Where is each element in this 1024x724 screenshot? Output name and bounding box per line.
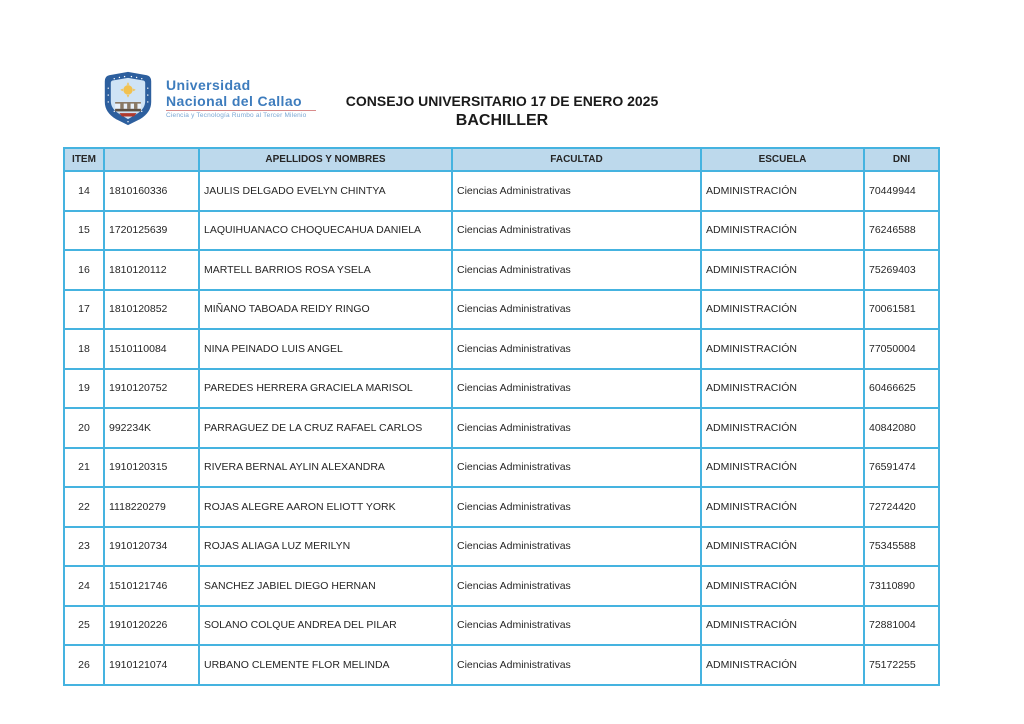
cell-dni: 72724420	[864, 487, 939, 527]
cell-dni: 60466625	[864, 369, 939, 409]
cell-code: 1118220279	[104, 487, 199, 527]
cell-name: LAQUIHUANACO CHOQUECAHUA DANIELA	[199, 211, 452, 251]
cell-code: 1810120852	[104, 290, 199, 330]
cell-name: ROJAS ALIAGA LUZ MERILYN	[199, 527, 452, 567]
cell-code: 1810160336	[104, 171, 199, 211]
cell-school: ADMINISTRACIÓN	[701, 527, 864, 567]
cell-school: ADMINISTRACIÓN	[701, 645, 864, 685]
cell-faculty: Ciencias Administrativas	[452, 527, 701, 567]
cell-faculty: Ciencias Administrativas	[452, 606, 701, 646]
table-row	[64, 211, 939, 251]
cell-dni: 76246588	[864, 211, 939, 251]
cell-code: 1910120752	[104, 369, 199, 409]
cell-name: RIVERA BERNAL AYLIN ALEXANDRA	[199, 448, 452, 488]
cell-code: 1510110084	[104, 329, 199, 369]
cell-faculty: Ciencias Administrativas	[452, 369, 701, 409]
cell-school: ADMINISTRACIÓN	[701, 408, 864, 448]
table-row	[64, 408, 939, 448]
col-header-faculty: FACULTAD	[452, 148, 701, 171]
cell-dni: 76591474	[864, 448, 939, 488]
cell-faculty: Ciencias Administrativas	[452, 250, 701, 290]
cell-faculty: Ciencias Administrativas	[452, 645, 701, 685]
cell-faculty: Ciencias Administrativas	[452, 566, 701, 606]
cell-item: 17	[64, 290, 104, 330]
cell-name: JAULIS DELGADO EVELYN CHINTYA	[199, 171, 452, 211]
cell-name: MARTELL BARRIOS ROSA YSELA	[199, 250, 452, 290]
table-row	[64, 645, 939, 685]
cell-faculty: Ciencias Administrativas	[452, 171, 701, 211]
cell-dni: 70061581	[864, 290, 939, 330]
cell-dni: 75345588	[864, 527, 939, 567]
cell-item: 22	[64, 487, 104, 527]
cell-school: ADMINISTRACIÓN	[701, 211, 864, 251]
cell-name: SOLANO COLQUE ANDREA DEL PILAR	[199, 606, 452, 646]
cell-school: ADMINISTRACIÓN	[701, 171, 864, 211]
table-row	[64, 250, 939, 290]
table-row	[64, 329, 939, 369]
cell-item: 21	[64, 448, 104, 488]
table-header-row	[64, 148, 939, 171]
university-name-line1: Universidad	[166, 77, 251, 93]
col-header-school: ESCUELA	[701, 148, 864, 171]
cell-code: 1910120315	[104, 448, 199, 488]
cell-school: ADMINISTRACIÓN	[701, 566, 864, 606]
cell-item: 20	[64, 408, 104, 448]
table-row	[64, 606, 939, 646]
cell-item: 18	[64, 329, 104, 369]
cell-name: PAREDES HERRERA GRACIELA MARISOL	[199, 369, 452, 409]
cell-school: ADMINISTRACIÓN	[701, 448, 864, 488]
cell-school: ADMINISTRACIÓN	[701, 369, 864, 409]
cell-item: 24	[64, 566, 104, 606]
cell-code: 1510121746	[104, 566, 199, 606]
cell-dni: 77050004	[864, 329, 939, 369]
cell-name: URBANO CLEMENTE FLOR MELINDA	[199, 645, 452, 685]
cell-code: 1720125639	[104, 211, 199, 251]
cell-dni: 70449944	[864, 171, 939, 211]
cell-item: 19	[64, 369, 104, 409]
col-header-dni: DNI	[864, 148, 939, 171]
cell-code: 1910120734	[104, 527, 199, 567]
document-subtitle: BACHILLER	[455, 112, 549, 129]
cell-code: 1910121074	[104, 645, 199, 685]
cell-dni: 40842080	[864, 408, 939, 448]
cell-faculty: Ciencias Administrativas	[452, 487, 701, 527]
cell-faculty: Ciencias Administrativas	[452, 290, 701, 330]
cell-name: SANCHEZ JABIEL DIEGO HERNAN	[199, 566, 452, 606]
cell-item: 16	[64, 250, 104, 290]
cell-faculty: Ciencias Administrativas	[452, 448, 701, 488]
cell-item: 26	[64, 645, 104, 685]
cell-school: ADMINISTRACIÓN	[701, 606, 864, 646]
cell-school: ADMINISTRACIÓN	[701, 329, 864, 369]
table-row	[64, 171, 939, 211]
table-row	[64, 290, 939, 330]
cell-code: 1810120112	[104, 250, 199, 290]
document-title-block	[62, 92, 942, 132]
cell-dni: 75172255	[864, 645, 939, 685]
cell-faculty: Ciencias Administrativas	[452, 408, 701, 448]
table-row	[64, 566, 939, 606]
cell-dni: 72881004	[864, 606, 939, 646]
university-tagline: Ciencia y Tecnología Rumbo al Tercer Milenio	[166, 110, 316, 119]
cell-name: NINA PEINADO LUIS ANGEL	[199, 329, 452, 369]
cell-name: MIÑANO TABOADA REIDY RINGO	[199, 290, 452, 330]
cell-school: ADMINISTRACIÓN	[701, 290, 864, 330]
cell-dni: 75269403	[864, 250, 939, 290]
table-row	[64, 448, 939, 488]
col-header-item: ITEM	[64, 148, 104, 171]
cell-item: 15	[64, 211, 104, 251]
cell-faculty: Ciencias Administrativas	[452, 329, 701, 369]
cell-code: 1910120226	[104, 606, 199, 646]
document-title: CONSEJO UNIVERSITARIO 17 DE ENERO 2025	[345, 93, 659, 109]
cell-school: ADMINISTRACIÓN	[701, 250, 864, 290]
table-row	[64, 369, 939, 409]
cell-item: 23	[64, 527, 104, 567]
cell-code: 992234K	[104, 408, 199, 448]
cell-school: ADMINISTRACIÓN	[701, 487, 864, 527]
table-row	[64, 527, 939, 567]
cell-name: PARRAGUEZ DE LA CRUZ RAFAEL CARLOS	[199, 408, 452, 448]
cell-name: ROJAS ALEGRE AARON ELIOTT YORK	[199, 487, 452, 527]
cell-dni: 73110890	[864, 566, 939, 606]
col-header-name: APELLIDOS Y NOMBRES	[199, 148, 452, 171]
col-header-code	[104, 148, 199, 171]
university-name-line2: Nacional del Callao	[166, 93, 302, 109]
table-row	[64, 487, 939, 527]
cell-item: 14	[64, 171, 104, 211]
bachiller-table	[63, 147, 940, 686]
cell-faculty: Ciencias Administrativas	[452, 211, 701, 251]
cell-item: 25	[64, 606, 104, 646]
